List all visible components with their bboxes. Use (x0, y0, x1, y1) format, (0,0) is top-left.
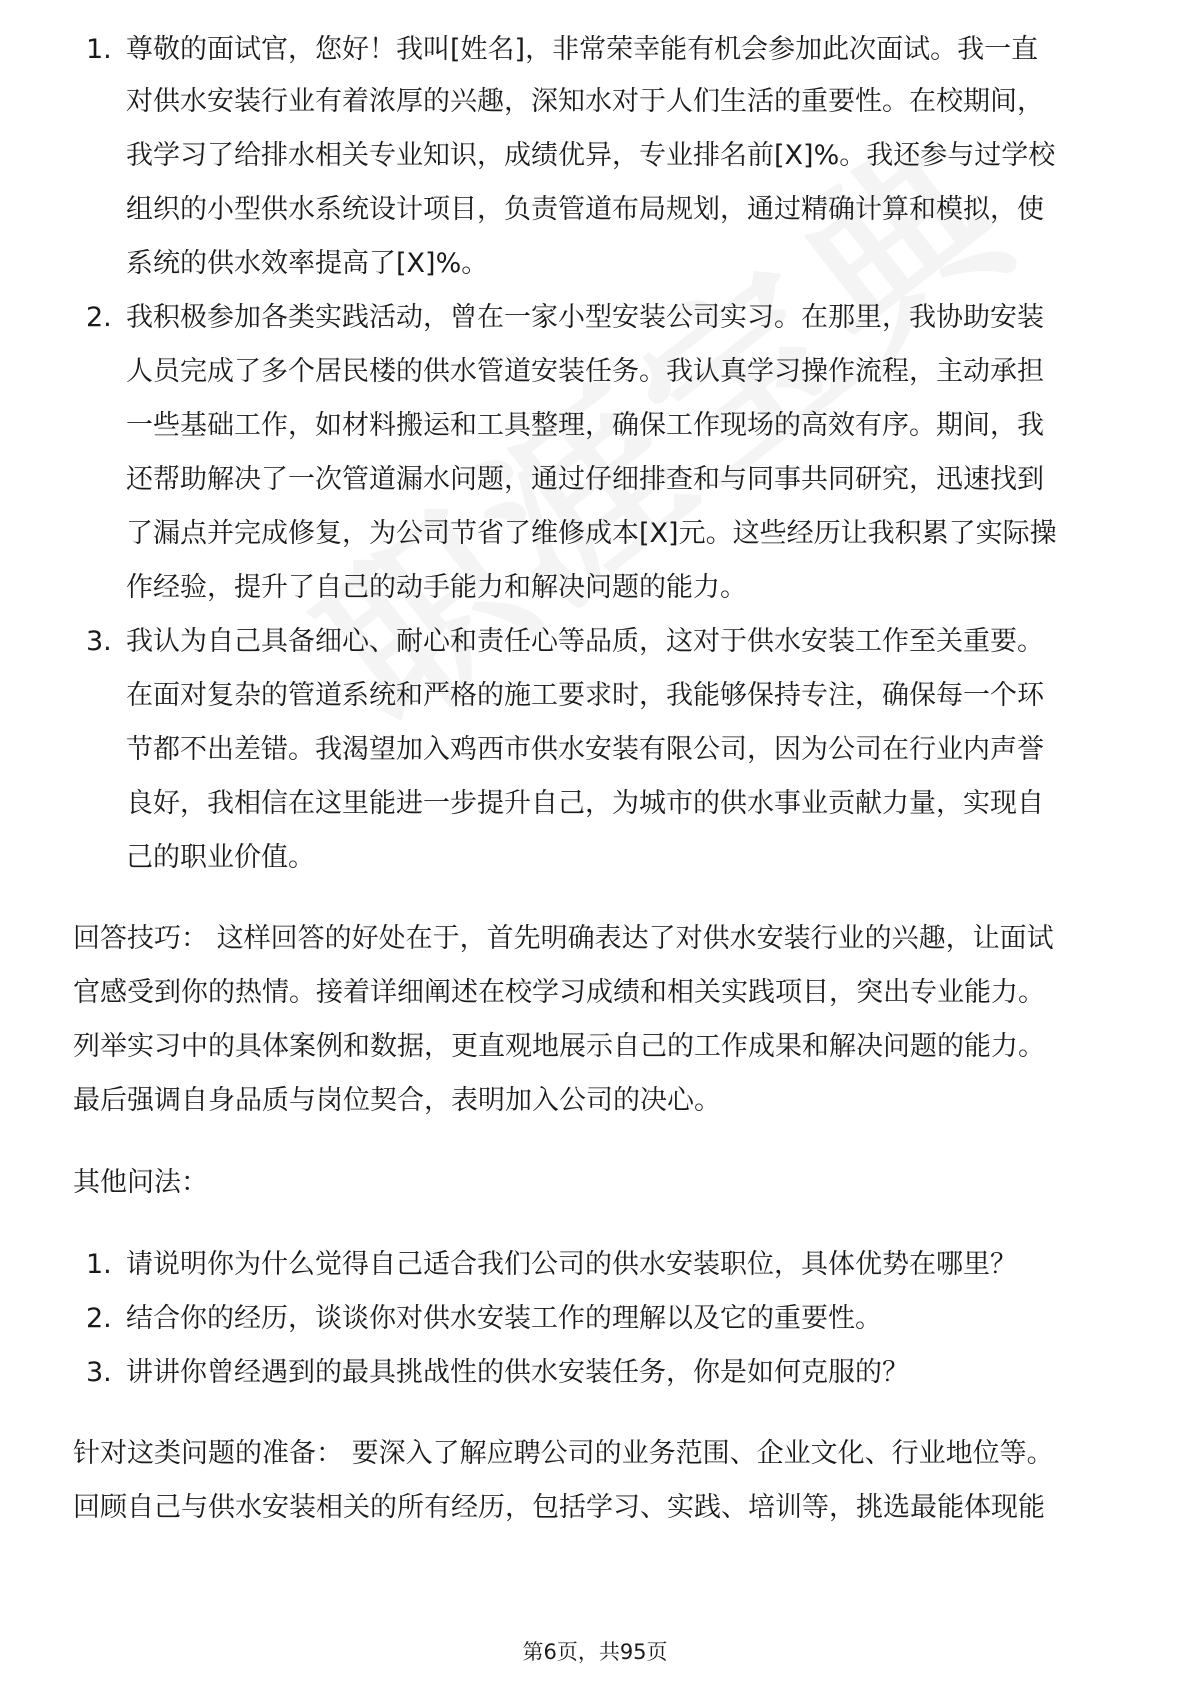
prep-line: 回顾自己与供水安装相关的所有经历，包括学习、实践、培训等，挑选最能体现能 (73, 1492, 1045, 1523)
answer-line: 己的职业价值。 (126, 842, 315, 873)
answer-line: 组织的小型供水系统设计项目，负责管道布局规划，通过精确计算和模拟，使 (126, 194, 1044, 225)
answer-line: 对供水安装行业有着浓厚的兴趣，深知水对于人们生活的重要性。在校期间， (126, 86, 1044, 117)
list-number: 2. (86, 302, 112, 333)
answer-line: 我积极参加各类实践活动，曾在一家小型安装公司实习。在那里，我协助安装 (126, 302, 1044, 333)
list-number: 3. (86, 626, 112, 657)
answer-line: 在面对复杂的管道系统和严格的施工要求时，我能够保持专注，确保每一个环 (126, 680, 1044, 711)
answer-line: 良好，我相信在这里能进一步提升自己，为城市的供水事业贡献力量，实现自 (126, 788, 1044, 819)
answer-line: 人员完成了多个居民楼的供水管道安装任务。我认真学习操作流程，主动承担 (126, 356, 1044, 387)
tips-line: 最后强调自身品质与岗位契合，表明加入公司的决心。 (73, 1085, 721, 1116)
list-number: 1. (86, 34, 112, 65)
section-heading: 其他问法： (73, 1167, 208, 1198)
page-number: 第6页，共95页 (522, 1640, 668, 1664)
list-number: 1. (86, 1249, 112, 1280)
answer-line: 我认为自己具备细心、耐心和责任心等品质，这对于供水安装工作至关重要。 (126, 626, 1044, 657)
tips-line: 回答技巧： 这样回答的好处在于，首先明确表达了对供水安装行业的兴趣，让面试 (73, 923, 1054, 954)
answer-line: 作经验，提升了自己的动手能力和解决问题的能力。 (126, 572, 747, 603)
question-item: 讲讲你曾经遇到的最具挑战性的供水安装任务，你是如何克服的？ (126, 1357, 909, 1388)
tips-line: 列举实习中的具体案例和数据，更直观地展示自己的工作成果和解决问题的能力。 (73, 1031, 1045, 1062)
answer-line: 了漏点并完成修复，为公司节省了维修成本[X]元。这些经历让我积累了实际操 (126, 518, 1057, 549)
question-item: 请说明你为什么觉得自己适合我们公司的供水安装职位，具体优势在哪里？ (126, 1249, 1017, 1280)
list-number: 3. (86, 1357, 112, 1388)
answer-line: 我学习了给排水相关专业知识，成绩优异，专业排名前[X]%。我还参与过学校 (126, 140, 1056, 171)
question-item: 结合你的经历，谈谈你对供水安装工作的理解以及它的重要性。 (126, 1303, 882, 1334)
list-number: 2. (86, 1303, 112, 1334)
answer-line: 一些基础工作，如材料搬运和工具整理，确保工作现场的高效有序。期间，我 (126, 410, 1044, 441)
answer-line: 还帮助解决了一次管道漏水问题，通过仔细排查和与同事共同研究，迅速找到 (126, 464, 1044, 495)
answer-line: 尊敬的面试官，您好！我叫[姓名]，非常荣幸能有机会参加此次面试。我一直 (126, 34, 1039, 65)
tips-line: 官感受到你的热情。接着详细阐述在校学习成绩和相关实践项目，突出专业能力。 (73, 977, 1045, 1008)
answer-line: 系统的供水效率提高了[X]%。 (126, 248, 489, 279)
prep-line: 针对这类问题的准备： 要深入了解应聘公司的业务范围、企业文化、行业地位等。 (73, 1438, 1054, 1469)
answer-line: 节都不出差错。我渴望加入鸡西市供水安装有限公司，因为公司在行业内声誉 (126, 734, 1044, 765)
